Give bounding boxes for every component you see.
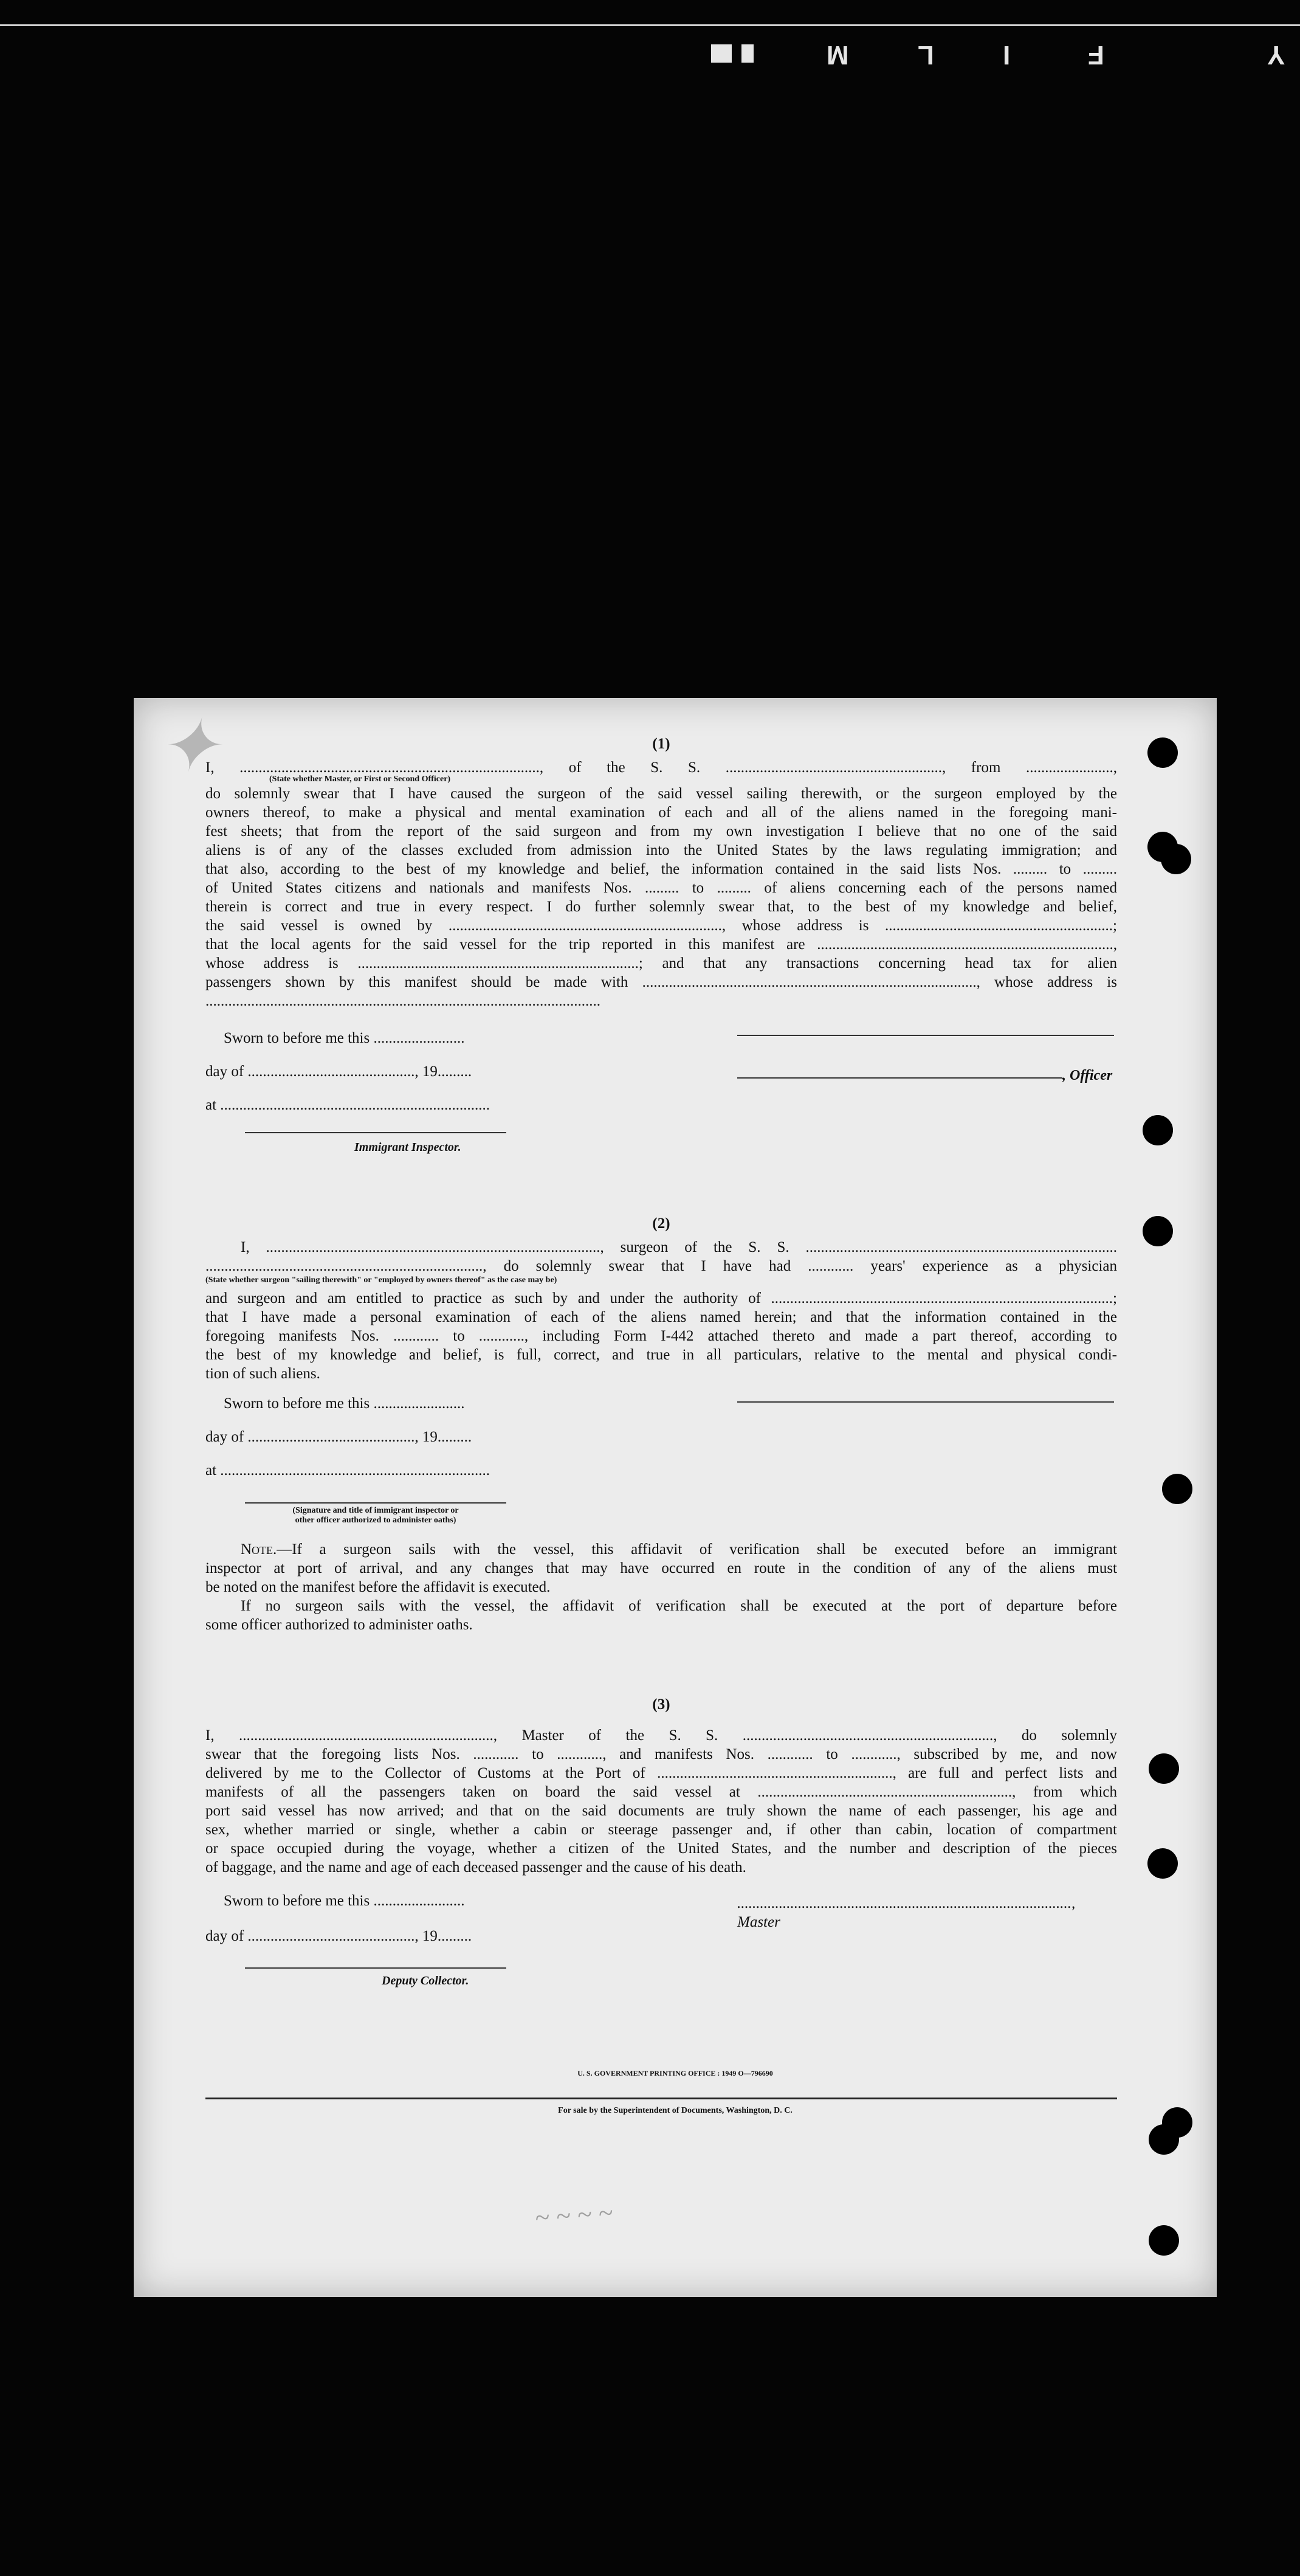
officer-signature-line <box>737 1035 1114 1036</box>
text-line: that I have made a personal examination of each of the aliens named herein; and that the information contained in the <box>205 1309 1117 1325</box>
punch-hole <box>1149 2225 1179 2256</box>
punch-hole <box>1162 1474 1192 1504</box>
text-line: port said vessel has now arrived; and that on the said documents are truly shown the name of each passenger, his age and <box>205 1803 1117 1819</box>
day-line: day of ............................................, 19......... <box>205 1928 472 1944</box>
signature-block <box>205 1394 1117 1534</box>
text-line <box>205 1540 1117 1559</box>
punch-hole <box>1161 844 1191 874</box>
text-line: the said vessel is owned by ........................................................................, whose address is ............................................................; <box>205 917 1117 934</box>
text-line: therein is correct and true in every respect. I do further solemnly swear that, to the best of my knowledge and belief, <box>205 899 1117 915</box>
officer-caption: , Officer <box>1062 1068 1113 1083</box>
sale-notice: For sale by the Superintendent of Documents, Washington, D. C. <box>558 2106 793 2115</box>
signature-caption <box>257 1506 494 1525</box>
film-marker <box>711 44 732 63</box>
text-line: the best of my knowledge and belief, is full, correct, and true in all particulars, relative to the mental and physical condi- <box>205 1347 1117 1363</box>
text-line: sex, whether married or single, whether a cabin or steerage passenger and, if other than cabin, location of compartment <box>205 1822 1117 1838</box>
text-line: delivered by me to the Collector of Customs at the Port of .............................................................., are full and perfect lists and <box>205 1765 1117 1781</box>
microfilm-strip <box>0 24 1300 69</box>
text-line: I, ..................................................................., Master of the S. S. .................................................................., do solemnly <box>205 1727 1117 1744</box>
paragraph <box>205 1726 1117 1877</box>
at-line: at ....................................................................... <box>205 1097 490 1113</box>
field-caption: (State whether Master, or First or Second Officer) <box>269 775 451 784</box>
officer-name-line <box>737 1077 1062 1079</box>
text-line: whose address is ..........................................................................; and that any transactions concerning head tax for alien <box>205 955 1117 972</box>
collector-caption: Deputy Collector. <box>382 1974 469 1987</box>
text-line: of baggage, and the name and age of each deceased passenger and the cause of his death. <box>205 1859 746 1876</box>
field-caption: (State whether surgeon "sailing therewith" or "employed by owners thereof" as the case may be) <box>205 1276 557 1285</box>
handwritten-mark: ~ ~ ~ ~ <box>534 2197 614 2233</box>
manifest-back-page <box>134 698 1217 2297</box>
film-letter: F <box>1088 40 1104 70</box>
caption-line: (Signature and title of immigrant inspector or <box>292 1506 459 1515</box>
text-line: of United States citizens and nationals and manifests Nos. ......... to ......... of aliens concerning each of the persons named <box>205 880 1117 896</box>
punch-hole <box>1143 1115 1173 1145</box>
text-line: manifests of all the passengers taken on board the said vessel at ..................................................................., from which <box>205 1784 1117 1800</box>
sworn-line: Sworn to before me this ........................ <box>224 1893 465 1909</box>
inspector-signature-line <box>245 1132 506 1133</box>
text-line: inspector at port of arrival, and any changes that may have occurred en route in the condition of any of the aliens must <box>205 1560 1117 1576</box>
text-line: that also, according to the best of my knowledge and belief, the information contained in the said lists Nos. ......... to ......... <box>205 861 1117 877</box>
text-line: aliens is of any of the classes excluded from admission into the United States by the laws regulating immigration; and <box>205 842 1117 858</box>
collector-signature-line <box>245 1967 506 1969</box>
gpo-imprint: U. S. GOVERNMENT PRINTING OFFICE : 1949 O—796690 <box>577 2069 773 2077</box>
text-line: some officer authorized to administer oaths. <box>205 1617 473 1633</box>
day-line: day of ............................................, 19......... <box>205 1063 472 1080</box>
text-line: owners thereof, to make a physical and mental examination of each and all of the aliens named in the foregoing mani- <box>205 804 1117 821</box>
section-number: (1) <box>652 736 670 752</box>
caption-line: other officer authorized to administer oaths) <box>295 1516 456 1525</box>
punch-hole <box>1149 2124 1179 2155</box>
punch-hole <box>1149 1753 1179 1784</box>
footer-rule <box>205 2098 1117 2099</box>
text-line: or space occupied during the voyage, whether a citizen of the United States, and the number and description of the pieces <box>205 1840 1117 1857</box>
film-letter: M <box>827 40 849 70</box>
punch-hole <box>1147 737 1178 768</box>
paragraph <box>205 1289 1117 1383</box>
bleed-through-mark: ✦ <box>158 706 219 787</box>
text-line: and surgeon and am entitled to practice as such by and under the authority of ..........................................................................................; <box>205 1290 1117 1307</box>
at-line: at ....................................................................... <box>205 1462 490 1479</box>
text-line: fest sheets; that from the report of the said surgeon and from my own investigation I believe that no one of the said <box>205 823 1117 840</box>
text-line: ........................................................................., do solemnly swear that I have had ............ years' experience as a physician <box>205 1258 1117 1274</box>
text-line: I, ..............................................................................., of the S. S. ........................................................., from ......................., <box>205 759 1117 776</box>
film-letter: I <box>1003 40 1011 70</box>
note <box>205 1540 1117 1634</box>
note-label: Note. <box>241 1541 277 1558</box>
section-number: (2) <box>652 1215 670 1232</box>
signature-block <box>205 1029 1117 1181</box>
text-line: ........................................................................................................ <box>205 993 600 1009</box>
text-line: tion of such aliens. <box>205 1366 320 1382</box>
section-number: (3) <box>652 1696 670 1713</box>
sworn-line: Sworn to before me this ........................ <box>224 1395 465 1412</box>
text-line: do solemnly swear that I have caused the surgeon of the said vessel sailing therewith, or the surgeon employed by the <box>205 786 1117 802</box>
text-line: be noted on the manifest before the affidavit is executed. <box>205 1579 551 1595</box>
day-line: day of ............................................, 19......... <box>205 1429 472 1445</box>
master-line: ........................................................................................, Master <box>737 1895 1076 1930</box>
signature-block <box>205 1891 1117 2001</box>
punch-hole <box>1147 1848 1178 1879</box>
surgeon-signature-line <box>737 1401 1114 1403</box>
inspector-signature-line <box>245 1502 506 1504</box>
film-letter: L <box>918 40 934 70</box>
paragraph <box>205 784 1117 1010</box>
text-line: passengers shown by this manifest should be made with ........................................................................................, whose address is <box>205 974 1117 990</box>
sworn-line: Sworn to before me this ........................ <box>224 1030 465 1046</box>
inspector-caption: Immigrant Inspector. <box>354 1141 461 1154</box>
affidavit-text <box>205 734 1117 2001</box>
text-line: swear that the foregoing lists Nos. ............ to ............, and manifests Nos. ............ to ............, subscribed by me, and now <box>205 1746 1117 1763</box>
film-letter: Y <box>1267 40 1285 70</box>
film-marker <box>741 44 754 63</box>
punch-hole <box>1143 1216 1173 1246</box>
text-line: that the local agents for the said vessel for the trip reported in this manifest are .............................................................................., <box>205 936 1117 953</box>
text-line: I, ........................................................................................, surgeon of the S. S. .................................................................................. <box>241 1239 1117 1255</box>
note-text: —If a surgeon sails with the vessel, this affidavit of verification shall be executed before an immigrant <box>277 1541 1117 1558</box>
text-line: If no surgeon sails with the vessel, the affidavit of verification shall be executed at the port of departure before <box>241 1598 1117 1614</box>
text-line: foregoing manifests Nos. ............ to ............, including Form I-442 attached thereto and made a part thereof, according to <box>205 1328 1117 1344</box>
